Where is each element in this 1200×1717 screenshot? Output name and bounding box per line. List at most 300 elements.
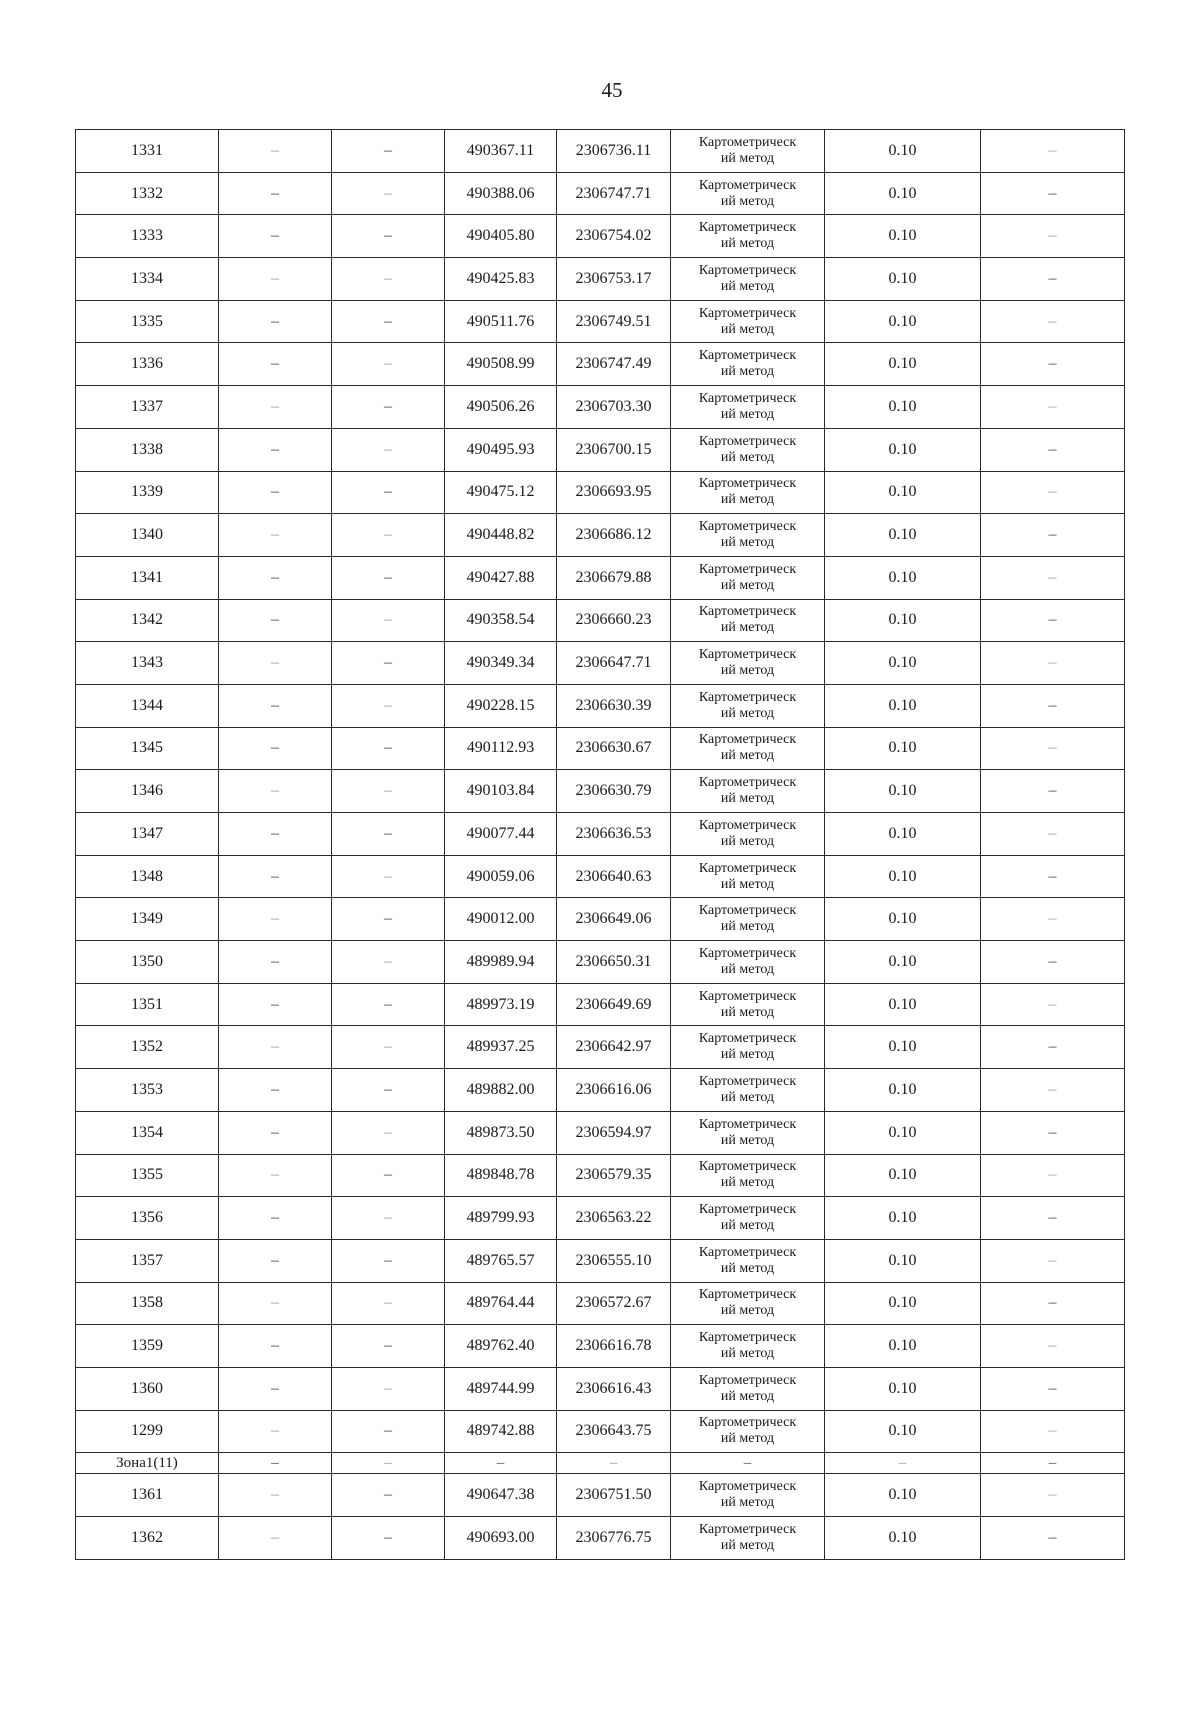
dash-cell: –	[219, 599, 332, 642]
method-line-1: Картометрическ	[698, 1479, 797, 1495]
method-line-1: Картометрическ	[698, 433, 797, 449]
accuracy-cell: 0.10	[825, 1197, 981, 1240]
page-number: 45	[601, 78, 623, 102]
dash-cell: –	[219, 1325, 332, 1368]
dash-cell: –	[332, 556, 445, 599]
y-coordinate-cell: 2306630.67	[557, 727, 671, 770]
accuracy-cell: 0.10	[825, 813, 981, 856]
dash-cell: –	[981, 813, 1125, 856]
dash-cell: –	[332, 1239, 445, 1282]
dash-cell: –	[332, 1154, 445, 1197]
method-line-1: Картометрическ	[698, 988, 797, 1004]
method-line-2: ий метод	[720, 449, 775, 465]
dash-cell: –	[981, 1517, 1125, 1560]
method-line-1: Картометрическ	[698, 817, 797, 833]
method-cell	[671, 599, 825, 642]
point-number-cell: 1352	[76, 1026, 219, 1069]
accuracy-cell: 0.10	[825, 1282, 981, 1325]
y-coordinate-cell: 2306754.02	[557, 215, 671, 258]
accuracy-cell: 0.10	[825, 514, 981, 557]
method-line-1: Картометрическ	[698, 262, 797, 278]
point-number-cell: 1335	[76, 300, 219, 343]
method-line-1: Картометрическ	[698, 775, 797, 791]
method-cell	[671, 1474, 825, 1517]
method-cell	[671, 215, 825, 258]
dash-cell: –	[332, 813, 445, 856]
method-cell	[671, 258, 825, 301]
method-line-1: Картометрическ	[698, 1159, 797, 1175]
y-coordinate-cell: 2306642.97	[557, 1026, 671, 1069]
point-number-cell: 1349	[76, 898, 219, 941]
method-line-1: Картометрическ	[698, 305, 797, 321]
method-line-2: ий метод	[720, 1089, 775, 1105]
method-cell	[671, 813, 825, 856]
dash-cell: –	[981, 428, 1125, 471]
y-coordinate-cell: 2306630.39	[557, 684, 671, 727]
method-cell	[671, 428, 825, 471]
method-line-1: Картометрическ	[698, 348, 797, 364]
point-number-cell: 1350	[76, 941, 219, 984]
dash-cell: –	[332, 514, 445, 557]
dash-cell: –	[332, 300, 445, 343]
x-coordinate-cell: 489762.40	[445, 1325, 557, 1368]
dash-cell: –	[981, 215, 1125, 258]
dash-cell: –	[981, 556, 1125, 599]
x-coordinate-cell: 490475.12	[445, 471, 557, 514]
y-coordinate-cell: 2306776.75	[557, 1517, 671, 1560]
table-row	[76, 684, 1125, 727]
table-row	[76, 855, 1125, 898]
y-coordinate-cell: 2306751.50	[557, 1474, 671, 1517]
dash-cell: –	[219, 1282, 332, 1325]
method-line-2: ий метод	[720, 833, 775, 849]
dash-cell: –	[332, 386, 445, 429]
y-coordinate-cell: 2306703.30	[557, 386, 671, 429]
method-line-1: Картометрическ	[698, 1415, 797, 1431]
y-coordinate-cell: 2306686.12	[557, 514, 671, 557]
point-number-cell: 1346	[76, 770, 219, 813]
table-row	[76, 215, 1125, 258]
dash-cell: –	[981, 1111, 1125, 1154]
y-coordinate-cell: 2306643.75	[557, 1410, 671, 1453]
dash-cell: –	[332, 172, 445, 215]
dash-cell: –	[332, 1325, 445, 1368]
dash-cell: –	[219, 898, 332, 941]
dash-cell: –	[981, 1367, 1125, 1410]
method-line-2: ий метод	[720, 748, 775, 764]
dash-cell: –	[981, 599, 1125, 642]
dash-cell: –	[219, 258, 332, 301]
dash-cell: –	[981, 1154, 1125, 1197]
x-coordinate-cell: 490059.06	[445, 855, 557, 898]
dash-cell: –	[981, 172, 1125, 215]
dash-cell: –	[332, 130, 445, 173]
table-row	[76, 1239, 1125, 1282]
table-row	[76, 983, 1125, 1026]
x-coordinate-cell: 490012.00	[445, 898, 557, 941]
table-row	[76, 642, 1125, 685]
method-cell	[671, 172, 825, 215]
table-row	[76, 428, 1125, 471]
x-coordinate-cell: 490405.80	[445, 215, 557, 258]
point-number-cell: 1362	[76, 1517, 219, 1560]
x-coordinate-cell: 490367.11	[445, 130, 557, 173]
dash-cell: –	[219, 1111, 332, 1154]
table-row	[76, 599, 1125, 642]
method-cell	[671, 1197, 825, 1240]
method-line-2: ий метод	[720, 1537, 775, 1553]
y-coordinate-cell: 2306594.97	[557, 1111, 671, 1154]
dash-cell: –	[981, 1197, 1125, 1240]
method-line-1: Картометрическ	[698, 1330, 797, 1346]
method-cell	[671, 1325, 825, 1368]
dash-cell: –	[219, 556, 332, 599]
dash-cell: –	[219, 130, 332, 173]
x-coordinate-cell: 490358.54	[445, 599, 557, 642]
method-line-1: Картометрическ	[698, 1287, 797, 1303]
table-row	[76, 1367, 1125, 1410]
dash-cell: –	[981, 983, 1125, 1026]
table-row	[76, 813, 1125, 856]
method-cell	[671, 514, 825, 557]
dash-cell: –	[981, 130, 1125, 173]
dash-cell: –	[219, 428, 332, 471]
y-coordinate-cell: 2306753.17	[557, 258, 671, 301]
dash-cell: –	[332, 1517, 445, 1560]
point-number-cell: 1360	[76, 1367, 219, 1410]
method-line-2: ий метод	[720, 620, 775, 636]
dash-cell: –	[332, 1367, 445, 1410]
method-cell	[671, 642, 825, 685]
method-line-2: ий метод	[720, 492, 775, 508]
point-number-cell: 1361	[76, 1474, 219, 1517]
method-line-1: Картометрическ	[698, 220, 797, 236]
method-cell	[671, 130, 825, 173]
method-line-2: ий метод	[720, 1431, 775, 1447]
dash-cell: –	[332, 642, 445, 685]
dash-cell: –	[219, 1154, 332, 1197]
accuracy-cell: 0.10	[825, 1111, 981, 1154]
table-row	[76, 898, 1125, 941]
x-coordinate-cell: 490388.06	[445, 172, 557, 215]
table-row	[76, 300, 1125, 343]
dash-cell: –	[332, 983, 445, 1026]
accuracy-cell: 0.10	[825, 130, 981, 173]
y-coordinate-cell: 2306700.15	[557, 428, 671, 471]
point-number-cell: 1358	[76, 1282, 219, 1325]
dash-cell: –	[981, 514, 1125, 557]
table-row	[76, 1197, 1125, 1240]
accuracy-cell: 0.10	[825, 983, 981, 1026]
dash-cell: –	[332, 599, 445, 642]
method-cell	[671, 1111, 825, 1154]
point-number-cell: 1343	[76, 642, 219, 685]
method-line-1: Картометрическ	[698, 177, 797, 193]
y-coordinate-cell: 2306749.51	[557, 300, 671, 343]
point-number-cell: 1336	[76, 343, 219, 386]
dash-cell: –	[557, 1453, 671, 1474]
y-coordinate-cell: 2306736.11	[557, 130, 671, 173]
dash-cell: –	[332, 1410, 445, 1453]
method-line-2: ий метод	[720, 321, 775, 337]
method-cell	[671, 343, 825, 386]
point-number-cell: 1357	[76, 1239, 219, 1282]
accuracy-cell: 0.10	[825, 855, 981, 898]
table-row	[76, 556, 1125, 599]
method-line-1: Картометрическ	[698, 647, 797, 663]
point-number-cell: 1359	[76, 1325, 219, 1368]
accuracy-cell: 0.10	[825, 1517, 981, 1560]
method-line-2: ий метод	[720, 1004, 775, 1020]
method-line-2: ий метод	[720, 1495, 775, 1511]
method-line-1: Картометрическ	[698, 1244, 797, 1260]
method-cell	[671, 386, 825, 429]
accuracy-cell: 0.10	[825, 1154, 981, 1197]
method-line-1: Картометрическ	[698, 860, 797, 876]
y-coordinate-cell: 2306649.69	[557, 983, 671, 1026]
dash-cell: –	[981, 855, 1125, 898]
point-number-cell: 1332	[76, 172, 219, 215]
coordinates-table	[75, 129, 1125, 1560]
point-number-cell: 1354	[76, 1111, 219, 1154]
dash-cell: –	[219, 172, 332, 215]
dash-cell: –	[981, 1474, 1125, 1517]
dash-cell: –	[219, 1367, 332, 1410]
dash-cell: –	[671, 1453, 825, 1474]
method-cell	[671, 556, 825, 599]
accuracy-cell: 0.10	[825, 1239, 981, 1282]
method-line-2: ий метод	[720, 1346, 775, 1362]
table-row	[76, 1474, 1125, 1517]
dash-cell: –	[219, 300, 332, 343]
accuracy-cell: 0.10	[825, 941, 981, 984]
dash-cell: –	[981, 727, 1125, 770]
y-coordinate-cell: 2306747.71	[557, 172, 671, 215]
dash-cell: –	[219, 983, 332, 1026]
method-line-2: ий метод	[720, 406, 775, 422]
y-coordinate-cell: 2306616.06	[557, 1069, 671, 1112]
accuracy-cell: 0.10	[825, 898, 981, 941]
method-line-2: ий метод	[720, 1260, 775, 1276]
table-row	[76, 172, 1125, 215]
y-coordinate-cell: 2306579.35	[557, 1154, 671, 1197]
x-coordinate-cell: 489742.88	[445, 1410, 557, 1453]
dash-cell: –	[219, 1197, 332, 1240]
method-cell	[671, 1239, 825, 1282]
dash-cell: –	[332, 1111, 445, 1154]
dash-cell: –	[981, 386, 1125, 429]
dash-cell: –	[981, 941, 1125, 984]
method-line-2: ий метод	[720, 876, 775, 892]
x-coordinate-cell: 490112.93	[445, 727, 557, 770]
accuracy-cell: 0.10	[825, 1474, 981, 1517]
dash-cell: –	[219, 215, 332, 258]
y-coordinate-cell: 2306679.88	[557, 556, 671, 599]
dash-cell: –	[219, 1410, 332, 1453]
x-coordinate-cell: 490349.34	[445, 642, 557, 685]
y-coordinate-cell: 2306660.23	[557, 599, 671, 642]
point-number-cell: 1334	[76, 258, 219, 301]
x-coordinate-cell: 490511.76	[445, 300, 557, 343]
dash-cell: –	[332, 215, 445, 258]
accuracy-cell: 0.10	[825, 471, 981, 514]
method-cell	[671, 770, 825, 813]
dash-cell: –	[219, 855, 332, 898]
method-line-2: ий метод	[720, 278, 775, 294]
y-coordinate-cell: 2306640.63	[557, 855, 671, 898]
method-line-1: Картометрическ	[698, 561, 797, 577]
method-cell	[671, 1069, 825, 1112]
dash-cell: –	[332, 258, 445, 301]
point-number-cell: 1341	[76, 556, 219, 599]
x-coordinate-cell: 490228.15	[445, 684, 557, 727]
point-number-cell: 1299	[76, 1410, 219, 1453]
method-line-2: ий метод	[720, 1175, 775, 1191]
x-coordinate-cell: 490647.38	[445, 1474, 557, 1517]
dash-cell: –	[332, 855, 445, 898]
dash-cell: –	[219, 813, 332, 856]
method-line-2: ий метод	[720, 1047, 775, 1063]
method-line-2: ий метод	[720, 663, 775, 679]
point-number-cell: 1351	[76, 983, 219, 1026]
table-row	[76, 343, 1125, 386]
table-row	[76, 258, 1125, 301]
x-coordinate-cell: 490693.00	[445, 1517, 557, 1560]
method-line-1: Картометрическ	[698, 1372, 797, 1388]
accuracy-cell: 0.10	[825, 386, 981, 429]
method-line-1: Картометрическ	[698, 519, 797, 535]
method-cell	[671, 898, 825, 941]
accuracy-cell: 0.10	[825, 556, 981, 599]
accuracy-cell: 0.10	[825, 599, 981, 642]
x-coordinate-cell: 490495.93	[445, 428, 557, 471]
dash-cell: –	[219, 514, 332, 557]
table-row	[76, 471, 1125, 514]
dash-cell: –	[981, 343, 1125, 386]
dash-cell: –	[219, 941, 332, 984]
table-row	[76, 1410, 1125, 1453]
accuracy-cell: 0.10	[825, 343, 981, 386]
point-number-cell: 1356	[76, 1197, 219, 1240]
table-row	[76, 1517, 1125, 1560]
dash-cell: –	[332, 343, 445, 386]
method-line-1: Картометрическ	[698, 390, 797, 406]
x-coordinate-cell: 489848.78	[445, 1154, 557, 1197]
dash-cell: –	[332, 770, 445, 813]
dash-cell: –	[219, 343, 332, 386]
table-row	[76, 727, 1125, 770]
method-line-2: ий метод	[720, 150, 775, 166]
x-coordinate-cell: 490448.82	[445, 514, 557, 557]
table-row	[76, 770, 1125, 813]
y-coordinate-cell: 2306649.06	[557, 898, 671, 941]
method-cell	[671, 1154, 825, 1197]
dash-cell: –	[219, 471, 332, 514]
method-line-2: ий метод	[720, 1388, 775, 1404]
method-line-1: Картометрическ	[698, 134, 797, 150]
method-line-1: Картометрическ	[698, 476, 797, 492]
method-line-1: Картометрическ	[698, 732, 797, 748]
point-number-cell: 1345	[76, 727, 219, 770]
point-number-cell: 1353	[76, 1069, 219, 1112]
dash-cell: –	[332, 1474, 445, 1517]
dash-cell: –	[981, 300, 1125, 343]
dash-cell: –	[825, 1453, 981, 1474]
dash-cell: –	[332, 1453, 445, 1474]
dash-cell: –	[981, 770, 1125, 813]
method-cell	[671, 684, 825, 727]
method-line-2: ий метод	[720, 1132, 775, 1148]
dash-cell: –	[219, 1517, 332, 1560]
method-line-2: ий метод	[720, 236, 775, 252]
accuracy-cell: 0.10	[825, 1069, 981, 1112]
method-line-1: Картометрическ	[698, 1521, 797, 1537]
method-line-2: ий метод	[720, 193, 775, 209]
method-line-1: Картометрическ	[698, 1116, 797, 1132]
dash-cell: –	[332, 1197, 445, 1240]
dash-cell: –	[219, 386, 332, 429]
table-row	[76, 514, 1125, 557]
method-line-2: ий метод	[720, 791, 775, 807]
dash-cell: –	[981, 258, 1125, 301]
point-number-cell: 1338	[76, 428, 219, 471]
x-coordinate-cell: 490427.88	[445, 556, 557, 599]
accuracy-cell: 0.10	[825, 1367, 981, 1410]
method-line-2: ий метод	[720, 1303, 775, 1319]
x-coordinate-cell: 489764.44	[445, 1282, 557, 1325]
table-row	[76, 386, 1125, 429]
method-cell	[671, 941, 825, 984]
dash-cell: –	[332, 1026, 445, 1069]
accuracy-cell: 0.10	[825, 727, 981, 770]
dash-cell: –	[332, 471, 445, 514]
x-coordinate-cell: 489989.94	[445, 941, 557, 984]
x-coordinate-cell: 489799.93	[445, 1197, 557, 1240]
dash-cell: –	[332, 428, 445, 471]
x-coordinate-cell: 489744.99	[445, 1367, 557, 1410]
dash-cell: –	[219, 727, 332, 770]
dash-cell: –	[981, 1069, 1125, 1112]
method-cell	[671, 983, 825, 1026]
method-cell	[671, 727, 825, 770]
dash-cell: –	[981, 1239, 1125, 1282]
method-cell	[671, 1367, 825, 1410]
dash-cell: –	[445, 1453, 557, 1474]
x-coordinate-cell: 490103.84	[445, 770, 557, 813]
point-number-cell: 1339	[76, 471, 219, 514]
method-line-1: Картометрическ	[698, 1031, 797, 1047]
x-coordinate-cell: 490508.99	[445, 343, 557, 386]
point-number-cell: 1342	[76, 599, 219, 642]
y-coordinate-cell: 2306693.95	[557, 471, 671, 514]
method-cell	[671, 1026, 825, 1069]
y-coordinate-cell: 2306555.10	[557, 1239, 671, 1282]
accuracy-cell: 0.10	[825, 300, 981, 343]
method-cell	[671, 1410, 825, 1453]
table-row	[76, 130, 1125, 173]
dash-cell: –	[981, 642, 1125, 685]
method-line-2: ий метод	[720, 1218, 775, 1234]
dash-cell: –	[981, 1453, 1125, 1474]
y-coordinate-cell: 2306563.22	[557, 1197, 671, 1240]
y-coordinate-cell: 2306616.78	[557, 1325, 671, 1368]
dash-cell: –	[981, 1325, 1125, 1368]
dash-cell: –	[332, 898, 445, 941]
method-line-1: Картометрическ	[698, 1202, 797, 1218]
accuracy-cell: 0.10	[825, 215, 981, 258]
dash-cell: –	[981, 471, 1125, 514]
table-row	[76, 1325, 1125, 1368]
